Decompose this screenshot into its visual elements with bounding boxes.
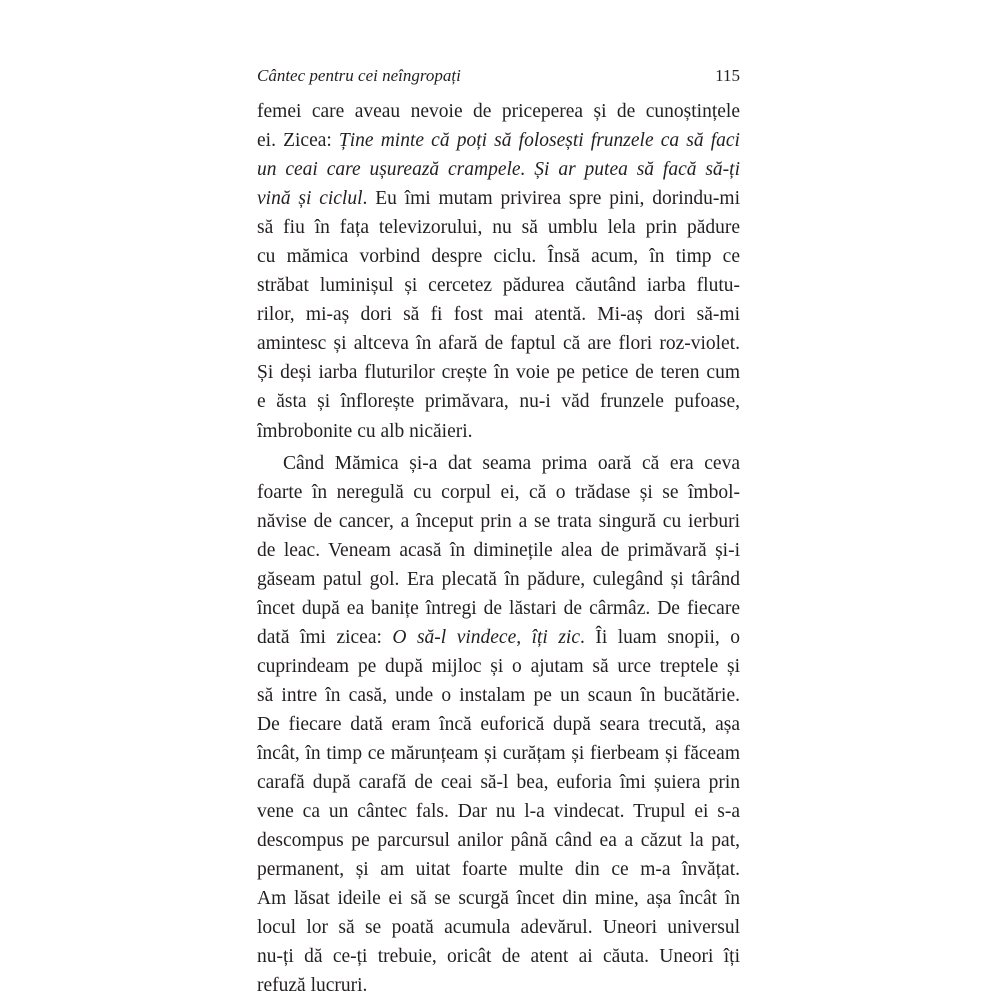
- text-run: Și deși iarba fluturilor crește în voie pe petice de teren cum: [257, 362, 740, 384]
- text-line: [257, 681, 740, 710]
- text-line: [257, 478, 740, 507]
- text-run: . Îi luam snopii, o: [579, 626, 740, 648]
- text-run: îmbrobonite cu alb nicăieri.: [257, 420, 473, 442]
- text-run: amintesc și altceva în afară de faptul că are flori roz-violet.: [257, 333, 740, 355]
- text-line: [257, 213, 740, 242]
- text-line: [257, 594, 740, 623]
- text-run: carafă după carafă de ceai să-l bea, euforia îmi șuiera prin: [257, 772, 740, 794]
- text-run: vene ca un cântec fals. Dar nu l-a vindecat. Trupul ei s-a: [257, 801, 740, 823]
- paragraph: [257, 97, 740, 446]
- text-run: năvise de cancer, a început prin a se trata singură cu ierburi: [257, 510, 740, 532]
- text-line: [257, 623, 740, 652]
- text-run: De fiecare dată eram încă euforică după seara trecută, așa: [257, 713, 740, 735]
- text-line: [257, 565, 740, 594]
- text-line: [257, 358, 740, 387]
- text-line: [257, 300, 740, 329]
- text-line: [257, 155, 740, 184]
- body-text: [257, 97, 740, 1000]
- text-run: rilor, mi-aș dori să fi fost mai atentă. Mi-aș dori să-mi: [257, 304, 740, 326]
- italic-text: vină și ciclul: [257, 188, 363, 210]
- page-number: 115: [715, 66, 740, 85]
- text-run: ei. Zicea:: [257, 130, 339, 152]
- text-line: [257, 242, 740, 271]
- text-run: de leac. Veneam acasă în diminețile alea de primăvară și-i: [257, 539, 740, 561]
- text-run: permanent, și am uitat foarte multe din ce m-a învățat.: [257, 859, 740, 881]
- text-run: foarte în neregulă cu corpul ei, că o trădase și se îmbol-: [257, 481, 740, 503]
- text-line: [257, 329, 740, 358]
- text-run: . Eu îmi mutam privirea spre pini, dorindu-mi: [362, 188, 740, 210]
- text-line: [257, 417, 740, 446]
- text-line: [257, 710, 740, 739]
- running-title: Cântec pentru cei neîngropați: [257, 66, 461, 85]
- text-line: [257, 826, 740, 855]
- text-line: [257, 449, 740, 478]
- text-run: locul lor să se poată acumula adevărul. Uneori universul: [257, 917, 740, 939]
- text-line: [257, 739, 740, 768]
- text-run: femei care aveau nevoie de priceperea și de cunoștințele: [257, 101, 740, 122]
- text-run: cuprindeam pe după mijloc și o ajutam să urce treptele și: [257, 655, 740, 677]
- text-run: încet după ea banițe întregi de lăstari de cârmâz. De fiecare: [257, 597, 740, 619]
- text-run: Când Mămica și-a dat seama prima oară că era ceva: [283, 452, 740, 474]
- text-line: [257, 884, 740, 913]
- text-run: Am lăsat ideile ei să se scurgă încet din mine, așa încât în: [257, 888, 740, 910]
- text-run: găseam patul gol. Era plecată în pădure, culegând și târând: [257, 568, 740, 590]
- text-line: [257, 652, 740, 681]
- text-run: să intre în casă, unde o instalam pe un scaun în bucătărie.: [257, 684, 740, 706]
- text-run: să fiu în fața televizorului, nu să umblu lela prin pădure: [257, 217, 740, 239]
- italic-text: Ține minte că poți să folosești frunzele ca să faci: [338, 130, 740, 152]
- text-run: încât, în timp ce mărunțeam și curățam și fierbeam și făceam: [257, 743, 740, 765]
- running-head: [257, 62, 740, 90]
- text-line: [257, 971, 740, 1000]
- text-run: refuză lucruri.: [257, 975, 368, 997]
- italic-text: O să-l vindece, îți zic: [392, 626, 580, 648]
- text-run: nu-ți dă ce-ți trebuie, oricât de atent ai căuta. Uneori îți: [257, 946, 740, 968]
- text-line: [257, 797, 740, 826]
- text-line: [257, 768, 740, 797]
- text-run: străbat luminișul și cercetez pădurea căutând iarba flutu-: [257, 275, 740, 297]
- text-run: dată îmi zicea:: [257, 626, 393, 648]
- text-line: [257, 536, 740, 565]
- text-line: [257, 942, 740, 971]
- text-line: [257, 126, 740, 155]
- text-run: e ăsta și înflorește primăvara, nu-i văd frunzele pufoase,: [257, 391, 740, 413]
- paragraph: [257, 449, 740, 1000]
- text-line: [257, 97, 740, 126]
- text-line: [257, 507, 740, 536]
- text-line: [257, 855, 740, 884]
- text-run: descompus pe parcursul anilor până când ea a căzut la pat,: [257, 830, 740, 852]
- italic-text: un ceai care ușurează crampele. Și ar putea să facă să-ți: [257, 159, 740, 181]
- text-line: [257, 271, 740, 300]
- text-line: [257, 913, 740, 942]
- text-line: [257, 387, 740, 416]
- text-run: cu mămica vorbind despre ciclu. Însă acum, în timp ce: [257, 246, 740, 268]
- text-line: [257, 184, 740, 213]
